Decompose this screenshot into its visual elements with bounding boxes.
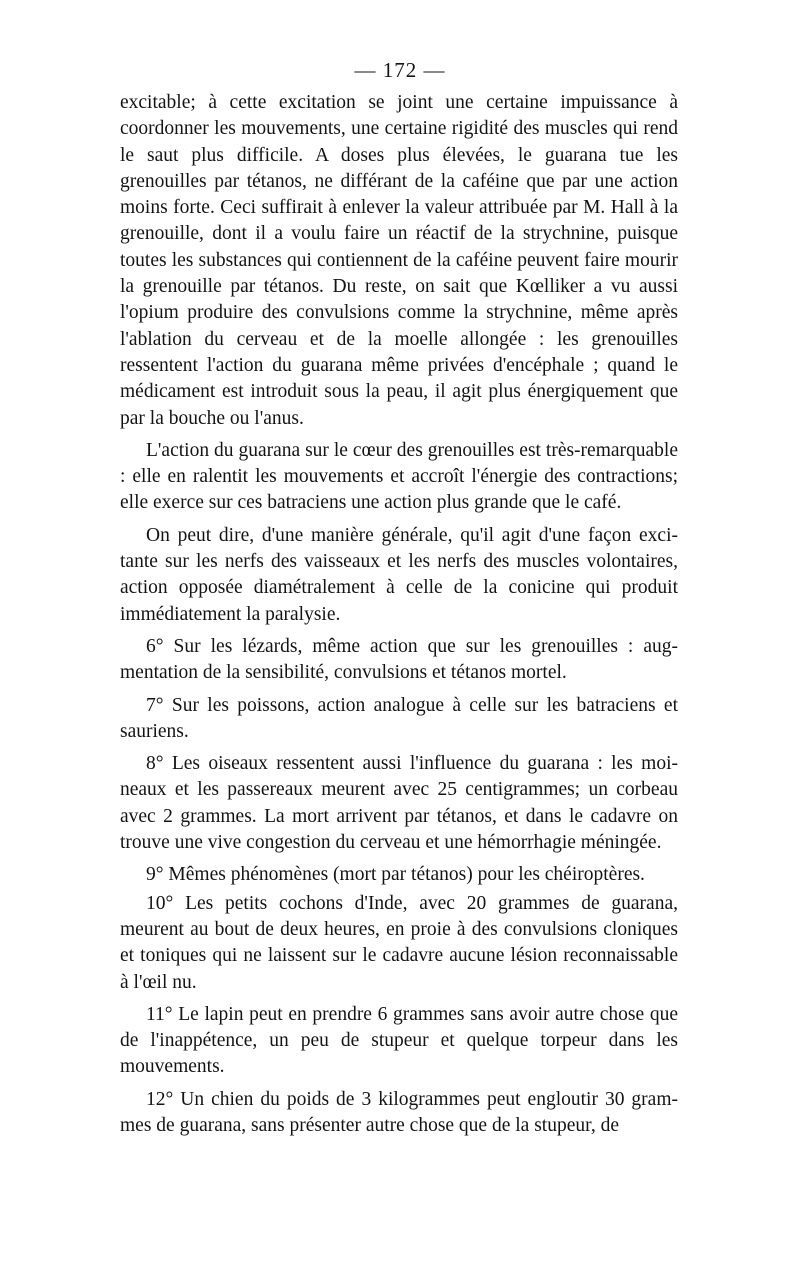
paragraph-general-action: On peut dire, d'une manière générale, qu'il agit d'une façon excitante sur les nerfs des vaisseaux et les nerfs des muscles volontaires, action opposée diamétralement à celle de la conicine qui produit immédiatement la paralysie. [120, 524, 678, 625]
paragraph-continued: excitable; à cette excitation se joint une certaine impuissance à coordonner les mouvements, une certaine rigidité des muscles qui rend le saut plus difficile. A doses plus élevées, le guarana tue les grenouilles par tétanos, ne différant de la caféine que par une action moins forte. Ceci suffirait à enlever la valeur attribuée par M. Hall à la grenouille, dont il a voulu faire un réactif de la strychnine, puisque toutes les substances qui contiennent de la caféine peuvent faire mourir la grenouille par tétanos. Du reste, on sait que Kœlliker a vu aussi l'opium produire des convulsions comme la strychnine, même après l'ablation du cerveau et de la moelle allongée : les grenouilles ressentent l'action du guarana même privées d'encéphale ; quand le médicament est introduit sous la peau, il agit plus énergiquement que par la bouche ou l'anus. [120, 92, 678, 429]
paragraph-item-9-bats: 9° Mêmes phénomènes (mort par tétanos) pour les chéiroptères. [146, 864, 645, 886]
paragraph-item-11-rabbit: 11° Le lapin peut en prendre 6 grammes sans avoir autre chose que de l'inappétence, un peu de stupeur et quelque torpeur dans les mouvements. [120, 1003, 678, 1078]
paragraph-item-10-guinea-pigs: 10° Les petits cochons d'Inde, avec 20 grammes de guarana, meurent au bout de deux heures, en proie à des convulsions cloniques et toniques qui ne laissent sur le cadavre aucune lésion reconnaissable à l'œil nu. [120, 892, 678, 993]
paragraph-heart-action: L'action du guarana sur le cœur des grenouilles est très-remarquable : elle en ralentit les mouvements et accroît l'énergie des contractions; elle exerce sur ces batraciens une action plus grande que le café. [120, 439, 678, 514]
paragraph-item-6-lizards: 6° Sur les lézards, même action que sur les grenouilles : augmentation de la sensibilité, convulsions et tétanos mortel. [120, 635, 678, 684]
paragraph-item-12-dog: 12° Un chien du poids de 3 kilogrammes peut engloutir 30 grammes de guarana, sans présenter autre chose que de la stupeur, de [120, 1088, 678, 1136]
page-number: — 172 — [354, 58, 446, 82]
paragraph-item-7-fish: 7° Sur les poissons, action analogue à celle sur les batraciens et sauriens. [120, 694, 678, 742]
paragraph-item-8-birds: 8° Les oiseaux ressentent aussi l'influence du guarana : les moineaux et les passereaux meurent avec 25 centigrammes; un corbeau avec 2 grammes. La mort arrivent par tétanos, et dans le cadavre on trouve une vive congestion du cerveau et une hémorrhagie méningée. [120, 753, 678, 854]
body-text [120, 90, 678, 1145]
